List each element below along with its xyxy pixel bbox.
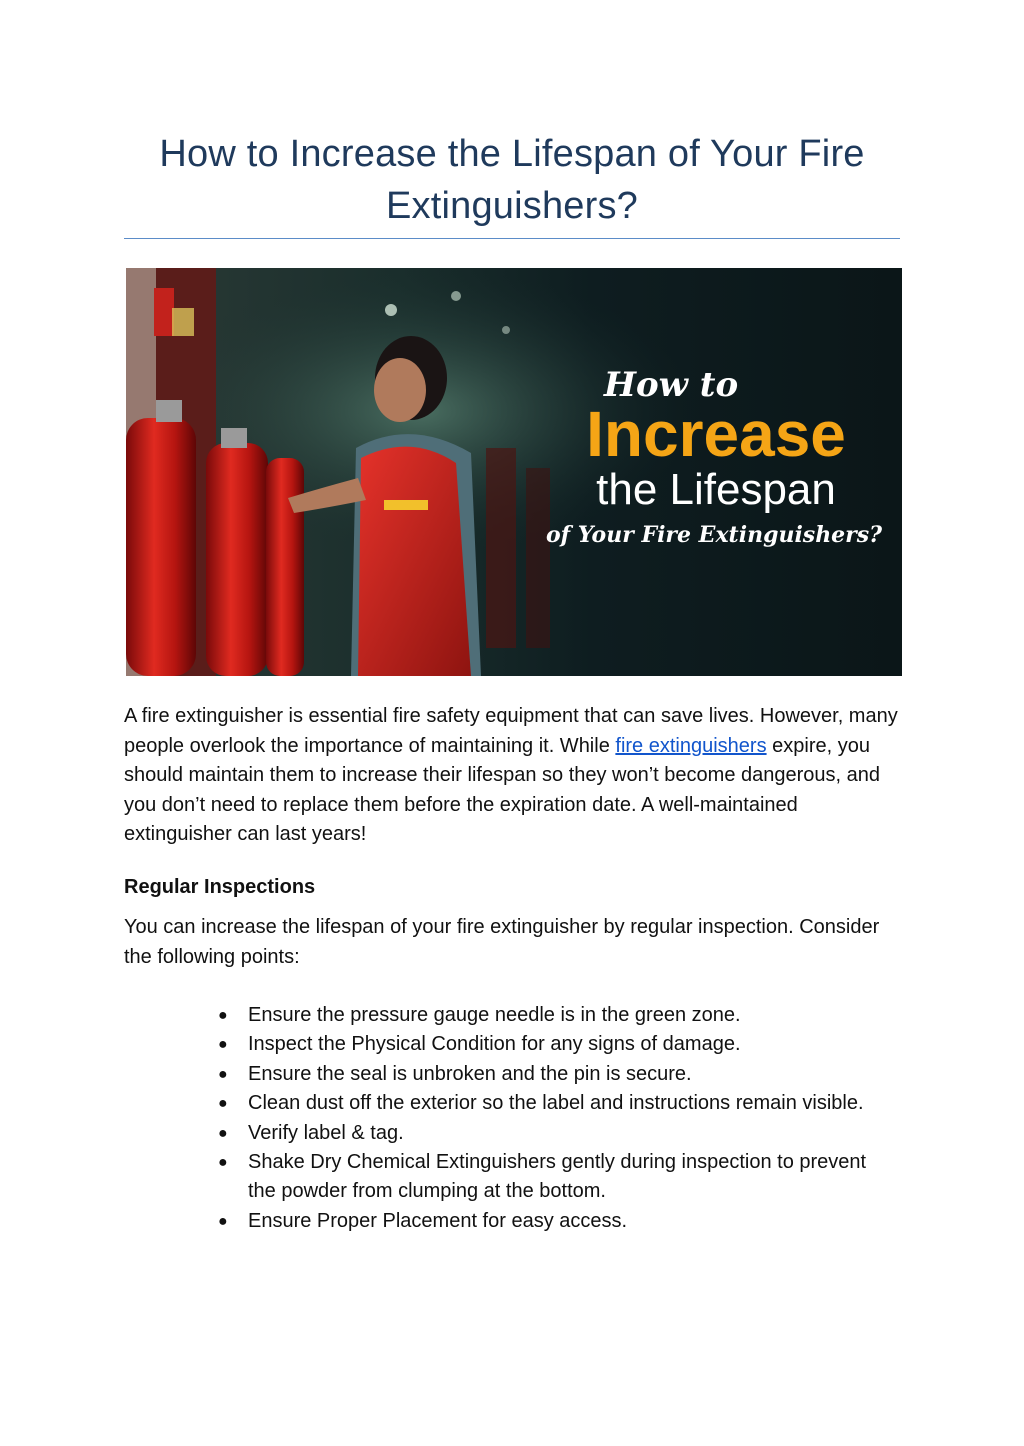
bullet-icon: ●	[218, 1154, 228, 1172]
bullet-icon: ●	[218, 1065, 228, 1083]
intro-text-before-link: A fire extinguisher is essential fire safety equipment that can save lives. However, many people overlook the importance of maintaining it. While	[124, 705, 898, 757]
list-item	[212, 1060, 892, 1089]
hero-title-line2: Increase	[586, 398, 846, 470]
inspections-intro-paragraph: You can increase the lifespan of your fire extinguisher by regular inspection. Consider the following points:	[124, 916, 880, 968]
list-item	[212, 1001, 892, 1030]
fire-extinguishers-link[interactable]: fire extinguishers	[615, 734, 767, 757]
hero-title-line4: of Your Fire Extinguishers?	[545, 522, 883, 548]
list-item-text: Ensure Proper Placement for easy access.	[248, 1209, 628, 1232]
list-item	[212, 1148, 892, 1207]
bullet-icon: ●	[218, 1124, 228, 1142]
list-item	[212, 1119, 892, 1148]
list-item	[212, 1089, 892, 1118]
bullet-icon: ●	[218, 1095, 228, 1113]
list-item-text: Ensure the seal is unbroken and the pin is secure.	[248, 1062, 692, 1085]
list-item-text: Clean dust off the exterior so the label and instructions remain visible.	[248, 1092, 864, 1115]
list-item-text: Ensure the pressure gauge needle is in the green zone.	[248, 1004, 741, 1026]
list-item-text: Inspect the Physical Condition for any signs of damage.	[248, 1033, 741, 1056]
bullet-icon: ●	[218, 1007, 228, 1024]
intro-text-after-link: expire, you should maintain them to increase their lifespan so they won’t become dangerous, and you don’t need to replace them before the expiration date. A well-maintained extinguisher can last years!	[124, 734, 881, 845]
list-item	[212, 1207, 892, 1236]
page-title: How to Increase the Lifespan of Your Fire Extinguishers?	[159, 133, 865, 227]
list-item-text: Verify label & tag.	[248, 1121, 404, 1144]
list-item	[212, 1030, 892, 1059]
section-heading-regular-inspections: Regular Inspections	[124, 876, 316, 898]
hero-title-line1: How to	[603, 365, 739, 405]
hero-image	[126, 268, 902, 676]
title-divider	[124, 238, 900, 239]
intro-paragraph	[124, 702, 904, 850]
bullet-icon: ●	[218, 1036, 228, 1054]
inspection-checklist	[212, 1001, 892, 1236]
bullet-icon: ●	[218, 1212, 228, 1230]
list-item-text: Shake Dry Chemical Extinguishers gently during inspection to prevent the powder from clumping at the bottom.	[248, 1151, 867, 1203]
hero-title-line3: the Lifespan	[596, 465, 836, 514]
